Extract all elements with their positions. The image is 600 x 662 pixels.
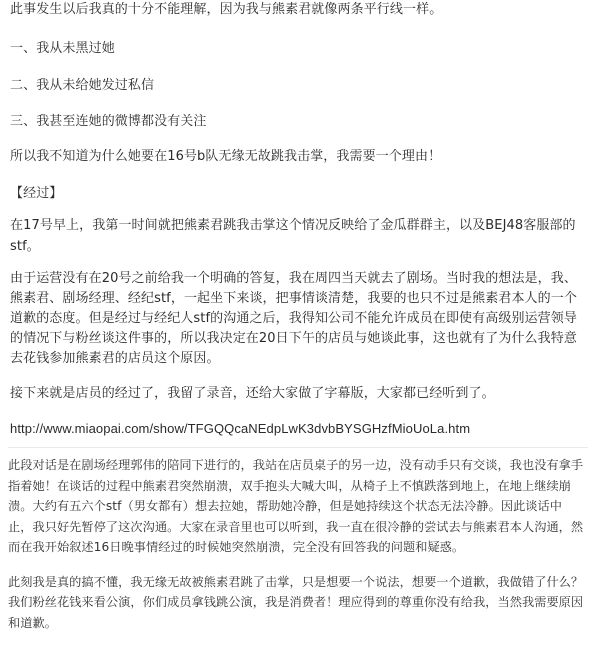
point-3: 三、我甚至连她的微博都没有关注 <box>10 114 207 129</box>
point-1: 一、我从未黑过她 <box>10 41 115 56</box>
paragraph-2: 由于运营没有在20号之前给我一个明确的答复，我在周四当天就去了剧场。当时我的想法是，我、熊素君、剧场经理、经纪stf，一起坐下来谈，把事情谈清楚，我要的也只不过是熊素君本人的一个道歉的态度。但是经过与经纪人stf的沟通之后，我得知公司不能允许成员在即使有高级别运营领导的情况下与粉丝谈这件事的，所以我决定在20日下午的店员与她谈此事，这也就有了为什么我特意去花钱参加熊素君的店员这个原因。 <box>10 271 577 366</box>
section-title: 【经过】 <box>10 186 63 201</box>
quote-paragraph-2: 此刻我是真的搞不懂，我无缘无故被熊素君跳了击掌，只是想要一个说法，想要一个道歉，我做错了什么？我们粉丝花钱来看公演，你们成员拿钱跳公演，我是消费者！理应得到的尊重你没有给我，当然我需要原因和道歉。 <box>8 574 584 630</box>
point-2: 二、我从未给她发过私信 <box>10 78 155 93</box>
question-text: 所以我不知道为什么她要在16号b队无缘无故跳我击掌，我需要一个理由！ <box>10 149 442 164</box>
paragraph-3: 接下来就是店员的经过了，我留了录音，还给大家做了字幕版，大家都已经听到了。 <box>10 386 495 401</box>
divider <box>8 447 588 448</box>
paragraph-1: 在17号早上，我第一时间就把熊素君跳我击掌这个情况反映给了金瓜群群主，以及BEJ48客服部的stf。 <box>10 218 576 254</box>
quote-block <box>8 455 586 647</box>
quote-paragraph-1: 此段对话是在剧场经理郭伟的陪同下进行的，我站在店员桌子的另一边，没有动手只有交谈，我也没有拿手指着她！在谈话的过程中熊素君突然崩溃，双手抱头大喊大叫，从椅子上不慎跌落到地上，在地上继续崩溃。大约有五六个stf（男女都有）想去拉她，帮助她冷静，但是她持续这个状态无法冷静。因此谈话中止，我只好先暂停了这次沟通。大家在录音里也可以听到，我一直在很冷静的尝试去与熊素君本人沟通，然而在我开始叙述16日晚事情经过的时候她突然崩溃，完全没有回答我的问题和疑惑。 <box>8 458 584 554</box>
video-link[interactable]: http://www.miaopai.com/show/TFGQQcaNEdpLwK3dvbBYSGHzfMioUoLa.htm <box>10 421 471 436</box>
intro-text: 此事发生以后我真的十分不能理解，因为我与熊素君就像两条平行线一样。 <box>10 2 443 17</box>
